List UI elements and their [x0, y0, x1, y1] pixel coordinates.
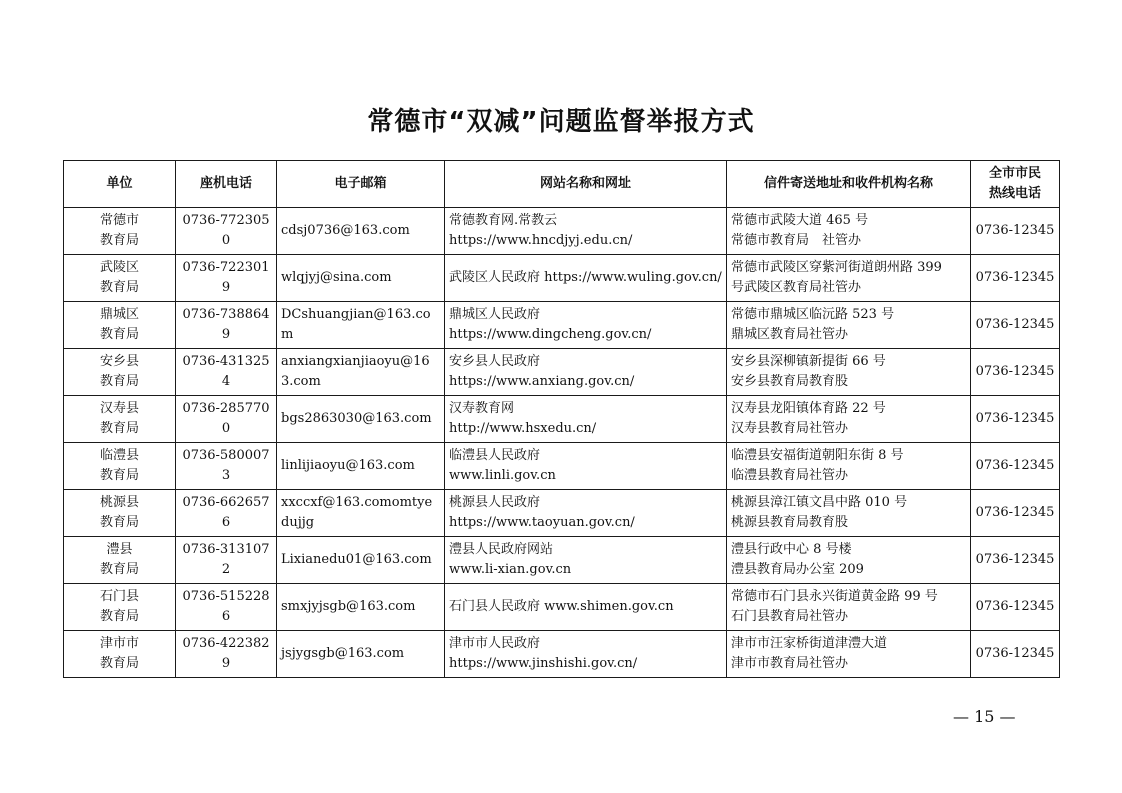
recipient-line: 津市市教育局社管办 [731, 656, 849, 671]
unit-bureau: 教育局 [99, 468, 139, 483]
email-cell: cdsj0736@163.com [277, 208, 445, 255]
website-cell [445, 255, 727, 302]
header-hotline [971, 161, 1060, 208]
email-cell: bgs2863030@163.com [277, 396, 445, 443]
table-row [64, 584, 1060, 631]
address-line: 临澧县安福街道朝阳东街 8 号 [731, 448, 904, 463]
table-row [64, 302, 1060, 349]
recipient-line: 安乡县教育局教育股 [731, 374, 849, 389]
table-row [64, 631, 1060, 678]
phone-cell: 0736-7223019 [176, 255, 277, 302]
table-row [64, 537, 1060, 584]
website-name: 汉寿教育网 [449, 401, 515, 416]
table-row [64, 208, 1060, 255]
hotline-cell: 0736-12345 [971, 302, 1060, 349]
header-address: 信件寄送地址和收件机构名称 [727, 161, 971, 208]
unit-name: 安乡县 [99, 354, 139, 369]
unit-cell [64, 537, 176, 584]
website-name: 武陵区人民政府 https://www.wuling.gov.cn/ [449, 270, 722, 285]
phone-cell: 0736-5152286 [176, 584, 277, 631]
unit-bureau: 教育局 [99, 327, 139, 342]
address-cell [727, 443, 971, 490]
unit-name: 澧县 [106, 542, 133, 557]
unit-name: 鼎城区 [99, 307, 139, 322]
unit-bureau: 教育局 [99, 562, 139, 577]
address-line: 津市市汪家桥街道津澧大道 [731, 636, 888, 651]
hotline-cell: 0736-12345 [971, 490, 1060, 537]
website-url: https://www.taoyuan.gov.cn/ [449, 515, 635, 530]
website-url: https://www.jinshishi.gov.cn/ [449, 656, 638, 671]
phone-cell: 0736-4313254 [176, 349, 277, 396]
website-name: 桃源县人民政府 [449, 495, 541, 510]
email-cell: wlqjyj@sina.com [277, 255, 445, 302]
unit-bureau: 教育局 [99, 421, 139, 436]
recipient-line: 石门县教育局社管办 [731, 609, 849, 624]
unit-cell [64, 349, 176, 396]
unit-name: 武陵区 [99, 260, 139, 275]
phone-cell: 0736-7388649 [176, 302, 277, 349]
address-line: 常德市鼎城区临沅路 523 号 [731, 307, 895, 322]
email-cell: anxiangxianjiaoyu@163.com [277, 349, 445, 396]
hotline-cell: 0736-12345 [971, 349, 1060, 396]
unit-name: 桃源县 [99, 495, 139, 510]
phone-cell: 0736-5800073 [176, 443, 277, 490]
report-contacts-table [63, 160, 1060, 678]
website-name: 澧县人民政府网站 [449, 542, 554, 557]
address-line: 常德市石门县永兴街道黄金路 99 号 [731, 589, 938, 604]
recipient-line: 汉寿县教育局社管办 [731, 421, 849, 436]
hotline-cell: 0736-12345 [971, 537, 1060, 584]
hotline-cell: 0736-12345 [971, 631, 1060, 678]
website-name: 常德教育网.常教云 [449, 213, 558, 228]
phone-cell: 0736-6626576 [176, 490, 277, 537]
page-title: 常德市“双减”问题监督举报方式 [367, 107, 755, 137]
phone-cell: 0736-4223829 [176, 631, 277, 678]
unit-bureau: 教育局 [99, 609, 139, 624]
address-cell [727, 537, 971, 584]
table-row [64, 443, 1060, 490]
hotline-cell: 0736-12345 [971, 396, 1060, 443]
address-cell [727, 631, 971, 678]
email-cell: xxccxf@163.comomtyedujjg [277, 490, 445, 537]
website-name: 临澧县人民政府 [449, 448, 541, 463]
unit-name: 津市市 [99, 636, 139, 651]
website-cell [445, 349, 727, 396]
hotline-cell: 0736-12345 [971, 443, 1060, 490]
page-number: — 15 — [953, 707, 1016, 726]
website-cell [445, 537, 727, 584]
address-cell [727, 349, 971, 396]
website-cell [445, 443, 727, 490]
table-row [64, 396, 1060, 443]
recipient-line: 号武陵区教育局社管办 [731, 280, 862, 295]
phone-cell: 0736-2857700 [176, 396, 277, 443]
address-line: 桃源县漳江镇文昌中路 010 号 [731, 495, 908, 510]
website-url: https://www.anxiang.gov.cn/ [449, 374, 635, 389]
unit-cell [64, 302, 176, 349]
email-cell: Lixianedu01@163.com [277, 537, 445, 584]
header-unit: 单位 [64, 161, 176, 208]
table-header-row [64, 161, 1060, 208]
address-cell [727, 302, 971, 349]
header-hotline-line2: 热线电话 [988, 186, 1041, 201]
recipient-line: 临澧县教育局社管办 [731, 468, 849, 483]
unit-name: 石门县 [99, 589, 139, 604]
phone-cell: 0736-3131072 [176, 537, 277, 584]
address-cell [727, 255, 971, 302]
address-line: 常德市武陵区穿紫河街道朗州路 399 [731, 260, 942, 275]
address-cell [727, 396, 971, 443]
unit-cell [64, 490, 176, 537]
unit-bureau: 教育局 [99, 656, 139, 671]
address-line: 澧县行政中心 8 号楼 [731, 542, 852, 557]
website-cell [445, 396, 727, 443]
unit-bureau: 教育局 [99, 233, 139, 248]
address-cell [727, 584, 971, 631]
website-name: 安乡县人民政府 [449, 354, 541, 369]
unit-bureau: 教育局 [99, 280, 139, 295]
website-cell [445, 302, 727, 349]
unit-cell [64, 584, 176, 631]
website-name: 石门县人民政府 www.shimen.gov.cn [449, 599, 674, 614]
phone-cell: 0736-7723050 [176, 208, 277, 255]
unit-bureau: 教育局 [99, 374, 139, 389]
website-cell [445, 584, 727, 631]
unit-name: 常德市 [99, 213, 139, 228]
website-cell [445, 631, 727, 678]
unit-bureau: 教育局 [99, 515, 139, 530]
recipient-line: 澧县教育局办公室 209 [731, 562, 864, 577]
header-hotline-line1: 全市市民 [988, 166, 1041, 181]
header-phone: 座机电话 [176, 161, 277, 208]
website-url: https://www.dingcheng.gov.cn/ [449, 327, 652, 342]
unit-name: 汉寿县 [99, 401, 139, 416]
email-cell: jsjygsgb@163.com [277, 631, 445, 678]
email-cell: smxjyjsgb@163.com [277, 584, 445, 631]
website-url: https://www.hncdjyj.edu.cn/ [449, 233, 633, 248]
hotline-cell: 0736-12345 [971, 255, 1060, 302]
unit-cell [64, 443, 176, 490]
website-url: www.linli.gov.cn [449, 468, 556, 483]
unit-name: 临澧县 [99, 448, 139, 463]
website-cell [445, 490, 727, 537]
recipient-line: 桃源县教育局教育股 [731, 515, 849, 530]
website-name: 鼎城区人民政府 [449, 307, 541, 322]
website-cell [445, 208, 727, 255]
website-url: http://www.hsxedu.cn/ [449, 421, 597, 436]
address-line: 常德市武陵大道 465 号 [731, 213, 869, 228]
unit-cell [64, 255, 176, 302]
hotline-cell: 0736-12345 [971, 208, 1060, 255]
address-cell [727, 490, 971, 537]
recipient-line: 常德市教育局 社管办 [731, 233, 862, 248]
address-line: 安乡县深柳镇新提街 66 号 [731, 354, 886, 369]
address-cell [727, 208, 971, 255]
address-line: 汉寿县龙阳镇体育路 22 号 [731, 401, 886, 416]
website-url: www.li-xian.gov.cn [449, 562, 572, 577]
recipient-line: 鼎城区教育局社管办 [731, 327, 849, 342]
email-cell: DCshuangjian@163.com [277, 302, 445, 349]
email-cell: linlijiaoyu@163.com [277, 443, 445, 490]
table-row [64, 255, 1060, 302]
website-name: 津市市人民政府 [449, 636, 541, 651]
table-row [64, 490, 1060, 537]
table-row [64, 349, 1060, 396]
header-email: 电子邮箱 [277, 161, 445, 208]
unit-cell [64, 631, 176, 678]
unit-cell [64, 396, 176, 443]
unit-cell [64, 208, 176, 255]
header-website: 网站名称和网址 [445, 161, 727, 208]
hotline-cell: 0736-12345 [971, 584, 1060, 631]
